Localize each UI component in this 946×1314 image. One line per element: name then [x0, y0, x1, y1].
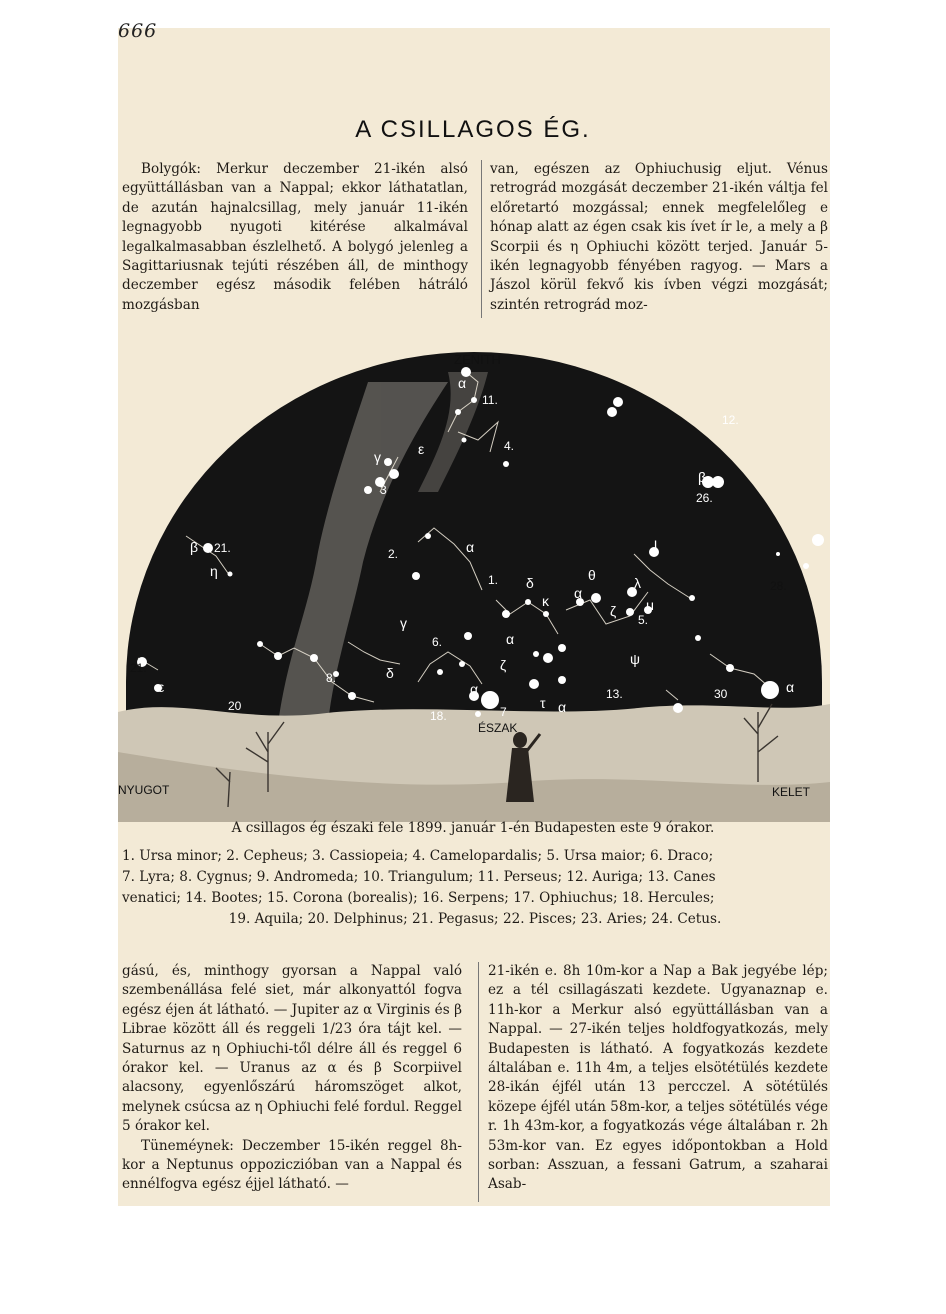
star-label: 30 [714, 687, 728, 701]
west-label: NYUGOT [118, 783, 170, 797]
star-label: ε [158, 679, 165, 695]
legend-line: 1. Ursa minor; 2. Cepheus; 3. Cassiopeia; 4. Camelopardalis; 5. Ursa maior; 6. Draco; [122, 848, 714, 864]
star-label: 3 [380, 483, 387, 497]
page-number: 666 [118, 20, 158, 42]
zenith-label: ZENITH [454, 352, 501, 367]
star-label: 26. [696, 491, 713, 505]
column-divider-top [481, 160, 482, 318]
north-label: ÉSZAK [478, 721, 518, 735]
page-title: A CSILLAGOS ÉG. [355, 116, 591, 143]
star-label: κ [542, 593, 549, 609]
star-label: θ [588, 567, 596, 583]
legend-line: venatici; 14. Bootes; 15. Corona (borealis); 16. Serpens; 17. Ophiuchus; 18. Hercules; [122, 890, 715, 906]
star-label: ε [418, 441, 425, 457]
figure-caption: A csillagos ég északi fele 1899. január 1-én Budapesten este 9 órakor. [231, 820, 715, 836]
star-label: 2. [388, 547, 399, 561]
star-label: 20 [228, 699, 242, 713]
star-label: β [698, 469, 707, 485]
column-divider-bottom [478, 962, 479, 1202]
star-label: μ [646, 597, 655, 613]
star-label: 5. [638, 613, 649, 627]
star-label: 4. [504, 439, 515, 453]
paragraph-planets-right: van, egészen az Ophiuchusig eljut. Vénus retrográd mozgását deczember 21-ikén váltja fel előretartó mozgással; ennek megfelelőleg e hónap alatt az égen csak kis ívet ír le, a mely a β Scorpii és η Ophiuchi között terjed. Január 5-ikén legnagyobb fényében ragyog. — Mars a Jászol körül fekvő kis ívben végzi mozgását; szintén retrográd moz- [490, 161, 828, 313]
star-label: 7 [500, 705, 507, 719]
star-label: α [458, 375, 467, 391]
star-label: 21. [214, 541, 231, 555]
star-label: 18. [430, 709, 447, 723]
paragraph-planets-continued: gású, és, minthogy gyorsan a Nappal való szembenállása felé siet, már alkonyattól fogva egész éjen át látható. — Jupiter az α Virginis és β Librae között áll és reggeli 1/23 óra tájt kel. — Saturnus az η Ophiuchi-től délre áll és reggel 6 órakor kel. — Uranus az α és β Scorpiivel alacsony, egyenlőszárú háromszöget alkot, melynek csúcsa az η Ophiuchi felé fordul. Reggel 5 órakor kel. [122, 963, 462, 1135]
star-label: 11. [482, 393, 498, 407]
star-label: 12. [722, 413, 739, 427]
star-label: 28. [770, 579, 787, 593]
star-label: α [506, 631, 515, 647]
text-column-top-right [490, 160, 828, 315]
east-label: KELET [772, 785, 811, 799]
star-label: 6. [432, 635, 443, 649]
star-label: γ [374, 449, 381, 465]
star-label: τ [540, 695, 546, 711]
star-label: λ [634, 575, 641, 591]
star-label: ζ [500, 657, 507, 673]
star-label: 21. [130, 661, 147, 675]
star-label: δ [526, 575, 534, 591]
text-column-bottom-left [122, 962, 462, 1195]
text-column-top-left [122, 160, 468, 315]
star-map-figure [118, 352, 830, 822]
star-label: 8. [326, 671, 337, 685]
legend-line: 19. Aquila; 20. Delphinus; 21. Pegasus; 22. Pisces; 23. Aries; 24. Cetus. [228, 911, 722, 927]
star-label: α [574, 585, 583, 601]
star-label: γ [400, 615, 407, 631]
legend-line: 7. Lyra; 8. Cygnus; 9. Andromeda; 10. Triangulum; 11. Perseus; 12. Auriga; 13. Canes [122, 869, 716, 885]
star-label: ζ [610, 603, 617, 619]
star-label: η [210, 563, 218, 579]
star-label: β [190, 539, 199, 555]
paragraph-phenomena: Tüneméynek: Deczember 15-ikén reggel 8h-kor a Neptunus oppoziczióban van a Nappal és ennélfogva egész éjjel látható. — [122, 1137, 462, 1193]
paragraph-planets-left: Bolygók: Merkur deczember 21-ikén alsó együttállásban van a Nappal; ekkor láthatatlan, de azután hajnalcsillag, mely január 11-ikén legnagyobb nyugoti kitérése alkalmával legalkalmasabban észlelhető. A bolygó jelenleg a Sagittariusnak tejúti részében áll, de minthogy deczember egész második felében hátráló mozgásban [122, 161, 468, 313]
text-column-bottom-right [488, 962, 828, 1195]
star-label: ψ [630, 651, 640, 667]
star-label: 13. [606, 687, 623, 701]
star-label: δ [386, 665, 394, 681]
star-label: α [786, 679, 795, 695]
star-label: α [466, 539, 475, 555]
star-label: α [470, 681, 479, 697]
paragraph-eclipse: 21-ikén e. 8h 10m-kor a Nap a Bak jegyébe lép; ez a tél csillagászati kezdete. Ugyanaznap e. 11h-kor a Merkur alsó együttállásban van a Nappal. — 27-ikén teljes holdfogyatkozás, mely Budapesten is látható. A fogyatkozás kezdete általában e. 11h 4m, a teljes elsötétülés kezdete 28-ikán éjfél után 13 percczel. A sötétülés közepe éjfél után 58m-kor, a teljes sötétülés vége r. 1h 43m-kor, a fogyatkozás vége általában r. 2h 53m-kor van. Ez egyes időpontokban a Hold sorban: Asszuan, a fessani Gatrum, a szaharai Asab- [488, 963, 828, 1193]
figure-legend [122, 846, 828, 930]
star-label: α [558, 699, 567, 715]
star-label: 1. [488, 573, 499, 587]
star-label: ι [654, 535, 658, 551]
